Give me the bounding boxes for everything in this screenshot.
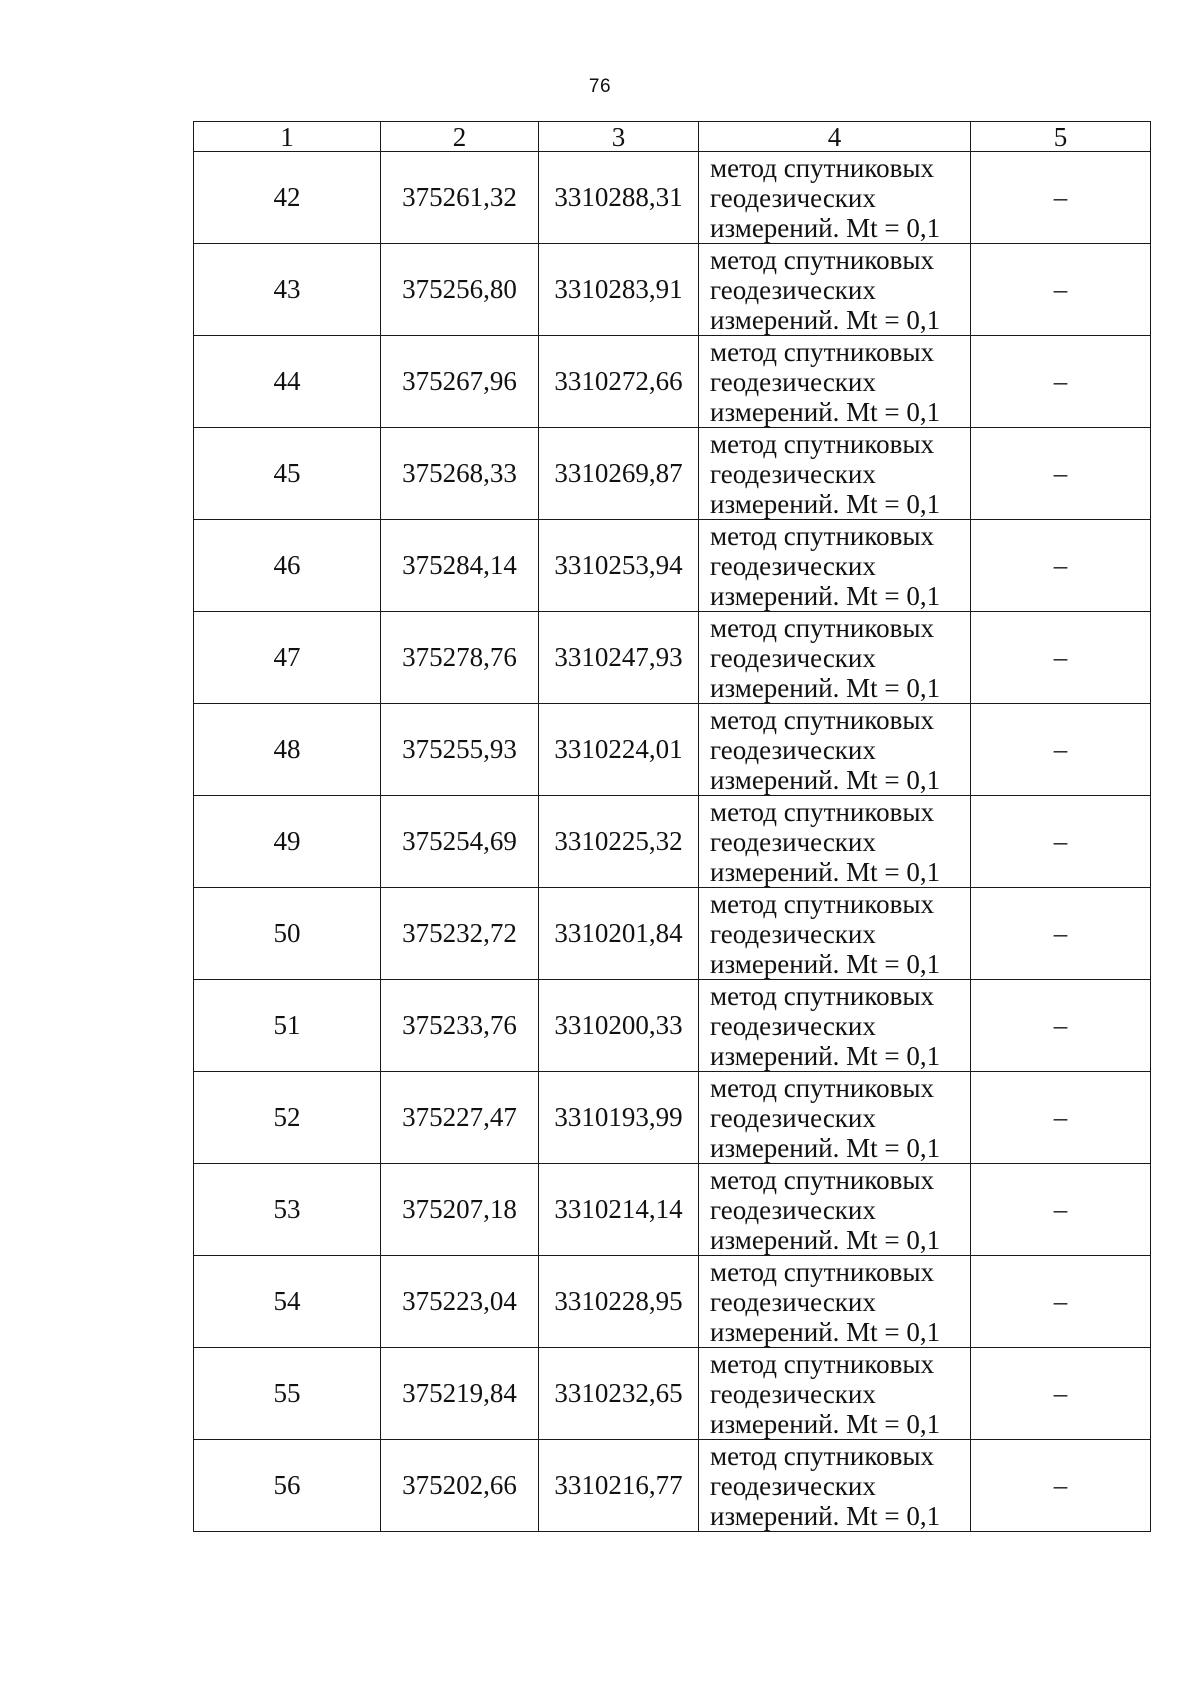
note-cell: – bbox=[971, 888, 1151, 980]
method-line: измерений. Mt = 0,1 bbox=[710, 764, 941, 795]
table-row bbox=[194, 336, 1151, 428]
method-line: геодезических bbox=[710, 550, 876, 581]
table-row bbox=[194, 152, 1151, 244]
method-cell bbox=[699, 704, 971, 796]
x-coordinate-cell: 375261,32 bbox=[381, 152, 539, 244]
method-line: геодезических bbox=[710, 1102, 876, 1133]
method-line: геодезических bbox=[710, 1470, 876, 1501]
method-cell bbox=[699, 1256, 971, 1348]
method-line: измерений. Mt = 0,1 bbox=[710, 856, 941, 887]
method-line: метод спутниковых bbox=[710, 1256, 934, 1287]
note-cell: – bbox=[971, 980, 1151, 1072]
method-line: метод спутниковых bbox=[710, 1164, 934, 1195]
method-line: метод спутниковых bbox=[710, 888, 934, 919]
y-coordinate-cell: 3310224,01 bbox=[539, 704, 699, 796]
y-coordinate-cell: 3310283,91 bbox=[539, 244, 699, 336]
table-body bbox=[194, 152, 1151, 1532]
y-coordinate-cell: 3310232,65 bbox=[539, 1348, 699, 1440]
point-number-cell: 55 bbox=[194, 1348, 381, 1440]
table-row bbox=[194, 1164, 1151, 1256]
method-line: измерений. Mt = 0,1 bbox=[710, 580, 941, 611]
y-coordinate-cell: 3310288,31 bbox=[539, 152, 699, 244]
note-cell: – bbox=[971, 336, 1151, 428]
x-coordinate-cell: 375255,93 bbox=[381, 704, 539, 796]
header-col-5: 5 bbox=[971, 122, 1151, 152]
y-coordinate-cell: 3310247,93 bbox=[539, 612, 699, 704]
method-line: метод спутниковых bbox=[710, 796, 934, 827]
method-cell bbox=[699, 1440, 971, 1532]
y-coordinate-cell: 3310214,14 bbox=[539, 1164, 699, 1256]
method-line: измерений. Mt = 0,1 bbox=[710, 1316, 941, 1347]
method-cell bbox=[699, 336, 971, 428]
x-coordinate-cell: 375278,76 bbox=[381, 612, 539, 704]
method-cell bbox=[699, 1348, 971, 1440]
method-line: метод спутниковых bbox=[710, 428, 934, 459]
point-number-cell: 56 bbox=[194, 1440, 381, 1532]
method-cell bbox=[699, 244, 971, 336]
point-number-cell: 51 bbox=[194, 980, 381, 1072]
method-line: геодезических bbox=[710, 642, 876, 673]
method-line: геодезических bbox=[710, 1194, 876, 1225]
method-line: геодезических bbox=[710, 182, 876, 213]
header-row bbox=[194, 122, 1151, 152]
point-number-cell: 45 bbox=[194, 428, 381, 520]
method-line: геодезических bbox=[710, 1286, 876, 1317]
point-number-cell: 46 bbox=[194, 520, 381, 612]
point-number-cell: 54 bbox=[194, 1256, 381, 1348]
point-number-cell: 52 bbox=[194, 1072, 381, 1164]
table-row bbox=[194, 1440, 1151, 1532]
note-cell: – bbox=[971, 1072, 1151, 1164]
method-line: измерений. Mt = 0,1 bbox=[710, 1500, 941, 1531]
table-row bbox=[194, 704, 1151, 796]
method-line: геодезических bbox=[710, 918, 876, 949]
method-line: метод спутниковых bbox=[710, 520, 934, 551]
point-number-cell: 47 bbox=[194, 612, 381, 704]
y-coordinate-cell: 3310201,84 bbox=[539, 888, 699, 980]
method-line: измерений. Mt = 0,1 bbox=[710, 1224, 941, 1255]
note-cell: – bbox=[971, 520, 1151, 612]
method-line: метод спутниковых bbox=[710, 244, 934, 275]
x-coordinate-cell: 375219,84 bbox=[381, 1348, 539, 1440]
method-line: измерений. Mt = 0,1 bbox=[710, 212, 941, 243]
method-line: измерений. Mt = 0,1 bbox=[710, 488, 941, 519]
x-coordinate-cell: 375202,66 bbox=[381, 1440, 539, 1532]
note-cell: – bbox=[971, 1164, 1151, 1256]
table-row bbox=[194, 1256, 1151, 1348]
x-coordinate-cell: 375267,96 bbox=[381, 336, 539, 428]
table-row bbox=[194, 612, 1151, 704]
note-cell: – bbox=[971, 612, 1151, 704]
header-col-1: 1 bbox=[194, 122, 381, 152]
page-number: 76 bbox=[588, 76, 612, 97]
method-line: геодезических bbox=[710, 274, 876, 305]
note-cell: – bbox=[971, 244, 1151, 336]
method-line: измерений. Mt = 0,1 bbox=[710, 948, 941, 979]
x-coordinate-cell: 375256,80 bbox=[381, 244, 539, 336]
table-row bbox=[194, 888, 1151, 980]
point-number-cell: 49 bbox=[194, 796, 381, 888]
point-number-cell: 43 bbox=[194, 244, 381, 336]
y-coordinate-cell: 3310225,32 bbox=[539, 796, 699, 888]
method-line: геодезических bbox=[710, 458, 876, 489]
header-col-4: 4 bbox=[699, 122, 971, 152]
table-row bbox=[194, 244, 1151, 336]
point-number-cell: 44 bbox=[194, 336, 381, 428]
table-row bbox=[194, 520, 1151, 612]
method-line: геодезических bbox=[710, 734, 876, 765]
y-coordinate-cell: 3310272,66 bbox=[539, 336, 699, 428]
method-line: измерений. Mt = 0,1 bbox=[710, 1040, 941, 1071]
note-cell: – bbox=[971, 1256, 1151, 1348]
method-line: измерений. Mt = 0,1 bbox=[710, 396, 941, 427]
table-row bbox=[194, 796, 1151, 888]
point-number-cell: 48 bbox=[194, 704, 381, 796]
x-coordinate-cell: 375232,72 bbox=[381, 888, 539, 980]
method-cell bbox=[699, 796, 971, 888]
method-line: метод спутниковых bbox=[710, 1348, 934, 1379]
point-number-cell: 53 bbox=[194, 1164, 381, 1256]
method-line: измерений. Mt = 0,1 bbox=[710, 304, 941, 335]
method-line: измерений. Mt = 0,1 bbox=[710, 1408, 941, 1439]
note-cell: – bbox=[971, 1348, 1151, 1440]
method-line: метод спутниковых bbox=[710, 704, 934, 735]
point-number-cell: 42 bbox=[194, 152, 381, 244]
method-line: геодезических bbox=[710, 366, 876, 397]
y-coordinate-cell: 3310216,77 bbox=[539, 1440, 699, 1532]
x-coordinate-cell: 375254,69 bbox=[381, 796, 539, 888]
method-line: измерений. Mt = 0,1 bbox=[710, 1132, 941, 1163]
method-line: геодезических bbox=[710, 826, 876, 857]
method-line: метод спутниковых bbox=[710, 980, 934, 1011]
y-coordinate-cell: 3310269,87 bbox=[539, 428, 699, 520]
method-line: метод спутниковых bbox=[710, 336, 934, 367]
method-cell bbox=[699, 152, 971, 244]
y-coordinate-cell: 3310200,33 bbox=[539, 980, 699, 1072]
method-line: метод спутниковых bbox=[710, 1440, 934, 1471]
note-cell: – bbox=[971, 152, 1151, 244]
method-cell bbox=[699, 888, 971, 980]
method-line: геодезических bbox=[710, 1010, 876, 1041]
y-coordinate-cell: 3310228,95 bbox=[539, 1256, 699, 1348]
x-coordinate-cell: 375268,33 bbox=[381, 428, 539, 520]
table-row bbox=[194, 428, 1151, 520]
header-col-2: 2 bbox=[381, 122, 539, 152]
y-coordinate-cell: 3310253,94 bbox=[539, 520, 699, 612]
table-header bbox=[194, 122, 1151, 152]
method-line: метод спутниковых bbox=[710, 612, 934, 643]
method-cell bbox=[699, 980, 971, 1072]
header-col-3: 3 bbox=[539, 122, 699, 152]
method-cell bbox=[699, 520, 971, 612]
method-cell bbox=[699, 1164, 971, 1256]
method-cell bbox=[699, 428, 971, 520]
y-coordinate-cell: 3310193,99 bbox=[539, 1072, 699, 1164]
point-number-cell: 50 bbox=[194, 888, 381, 980]
method-line: геодезических bbox=[710, 1378, 876, 1409]
x-coordinate-cell: 375227,47 bbox=[381, 1072, 539, 1164]
note-cell: – bbox=[971, 796, 1151, 888]
table-row bbox=[194, 1348, 1151, 1440]
table-row bbox=[194, 1072, 1151, 1164]
table-row bbox=[194, 980, 1151, 1072]
x-coordinate-cell: 375284,14 bbox=[381, 520, 539, 612]
x-coordinate-cell: 375233,76 bbox=[381, 980, 539, 1072]
method-cell bbox=[699, 612, 971, 704]
method-line: метод спутниковых bbox=[710, 1072, 934, 1103]
x-coordinate-cell: 375223,04 bbox=[381, 1256, 539, 1348]
method-line: измерений. Mt = 0,1 bbox=[710, 672, 941, 703]
x-coordinate-cell: 375207,18 bbox=[381, 1164, 539, 1256]
method-line: метод спутниковых bbox=[710, 152, 934, 183]
note-cell: – bbox=[971, 428, 1151, 520]
method-cell bbox=[699, 1072, 971, 1164]
coordinates-table bbox=[193, 121, 1151, 1532]
note-cell: – bbox=[971, 704, 1151, 796]
note-cell: – bbox=[971, 1440, 1151, 1532]
